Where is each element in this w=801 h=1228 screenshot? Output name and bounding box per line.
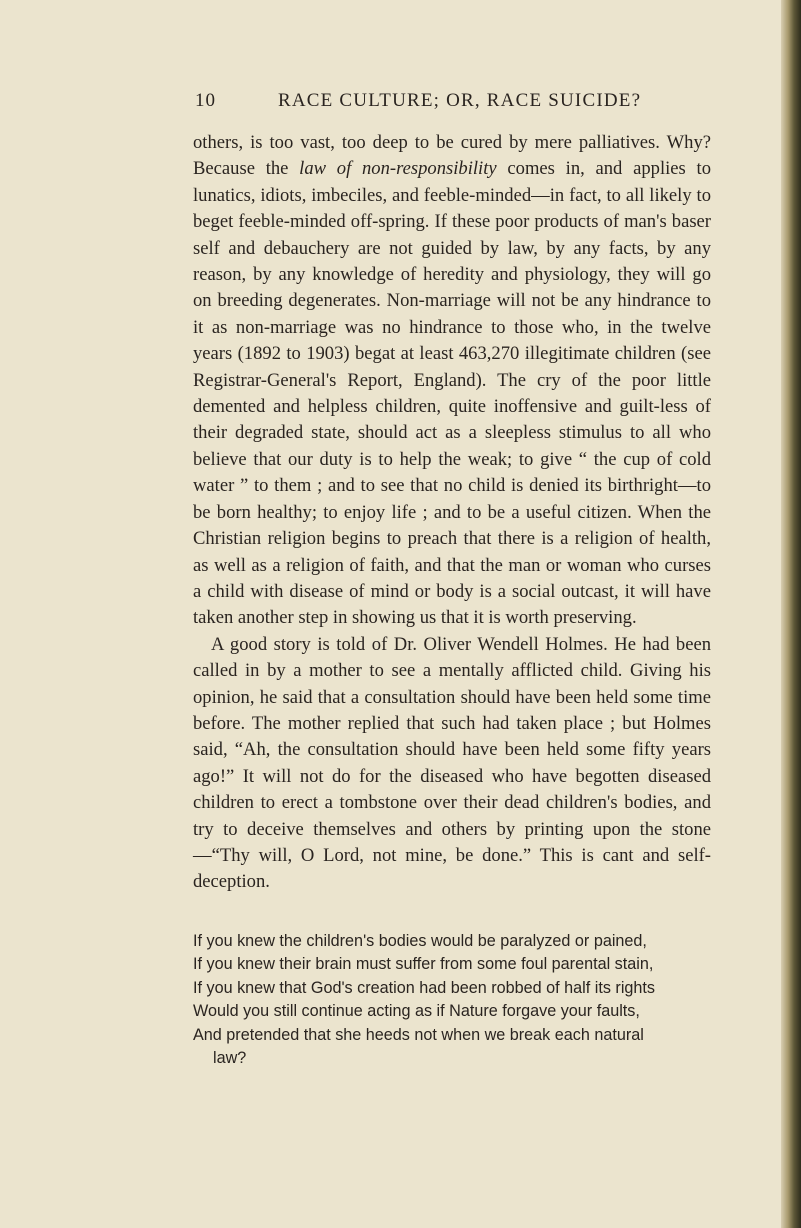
paragraph-1-rest: comes in, and applies to lunatics, idiots, imbeciles, and feeble-minded—in fact, to all likely to beget feeble-minded off-spring. If these poor products of man's baser self and debauchery are not guided by law, by any facts, by any reason, by any knowledge of heredity and physiology, they will go on breeding degenerates. Non-marriage will not be any hindrance to it as non-marriage was no hindrance to those who, in the twelve years (1892 to 1903) begat at least 463,270 illegitimate children (see Registrar-General's Report, England). The cry of the poor little demented and helpless children, quite inoffensive and guilt-less of their degraded state, should act as a sleepless stimulus to all who believe that our duty is to help the weak; to give “ the cup of cold water ” to them ; and to see that no child is denied its birthright—to be born healthy; to enjoy life ; and to be a useful citizen. When the Christian religion begins to preach that there is a religion of health, as well as a religion of faith, and that the man or woman who curses a child with disease of mind or body is a social outcast, it will have taken another step in showing us that it is worth preserving. — [193, 158, 711, 629]
poem-line: If you knew the children's bodies would be paralyzed or pained, — [193, 932, 647, 950]
italic-phrase: law of non-responsibility — [299, 158, 497, 180]
paragraph-1-start: others, is too vast, too deep to be cured by mere palliatives. Why? Because the — [193, 132, 711, 180]
page-number: 10 — [195, 90, 216, 111]
running-header — [0, 90, 801, 118]
poem — [193, 930, 723, 1070]
poem-line: Would you still continue acting as if Nature forgave your faults, — [193, 1002, 640, 1021]
poem-line: If you knew their brain must suffer from some foul parental stain, — [193, 955, 654, 974]
poem-line: If you knew that God's creation had been robbed of half its rights — [193, 978, 656, 997]
poem-line: law? — [213, 1049, 247, 1068]
paragraph-1 — [193, 130, 711, 632]
page-edge-shadow — [781, 0, 801, 1228]
paragraph-2: A good story is told of Dr. Oliver Wendell Holmes. He had been called in by a mother to see a mentally afflicted child. Giving his opinion, he said that a consultation should have been held some time before. The mother replied that such had taken place ; but Holmes said, “Ah, the consultation should have been held some fifty years ago!” It will not do for the diseased who have begotten diseased children to erect a tombstone over their dead children's bodies, and try to deceive themselves and others by printing upon the stone—“Thy will, O Lord, not mine, be done.” This is cant and self-deception. — [193, 633, 711, 893]
poem-line: And pretended that she heeds not when we break each natural — [193, 1025, 644, 1044]
body-text — [193, 130, 711, 896]
running-title: RACE CULTURE; OR, RACE SUICIDE? — [278, 90, 642, 111]
